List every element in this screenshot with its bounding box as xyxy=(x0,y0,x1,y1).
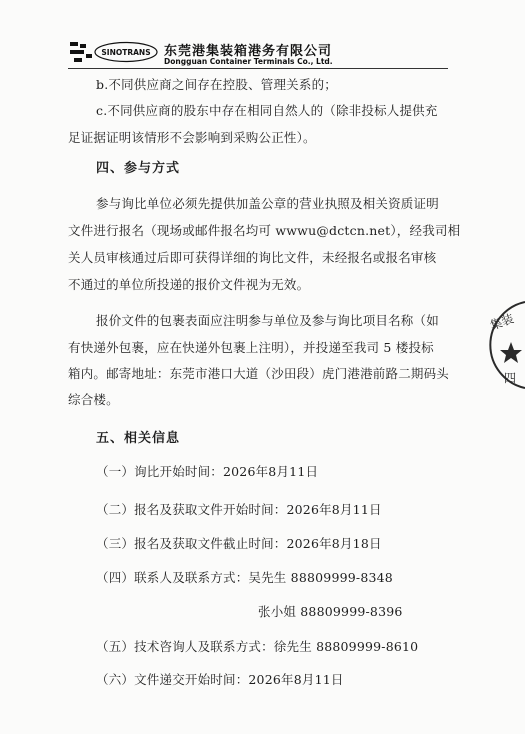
star-icon xyxy=(500,342,522,363)
submission-para-line1: 报价文件的包裹表面应注明参与单位及参与询比项目名称（如 xyxy=(96,313,439,328)
seal-text-top: 集装 xyxy=(488,311,516,333)
company-seal xyxy=(478,300,525,390)
logo-text: SINOTRANS xyxy=(101,48,151,57)
submission-para-line2: 有快递外包裹，应在快递外包裹上注明），并投递至我司 5 楼投标 xyxy=(68,340,434,355)
section-4-heading: 四、参与方式 xyxy=(96,161,181,176)
company-logo xyxy=(68,40,160,64)
clause-c-line2: 足证据证明该情形不会影响到采购公正性）。 xyxy=(68,130,316,145)
info-item-4: （四）联系人及联系方式：吴先生 88809999-8348 xyxy=(96,570,393,585)
participation-para-line2: 文件进行报名（现场或邮件报名均可 wwwu@dctcn.net），经我司相 xyxy=(68,223,461,238)
company-name-cn: 东莞港集装箱港务有限公司 xyxy=(164,44,333,59)
participation-para-line3: 关人员审核通过后即可获得详细的询比文件，未经报名或报名审核 xyxy=(68,250,437,265)
clause-c-line1: c.不同供应商的股东中存在相同自然人的（除非投标人提供充 xyxy=(96,103,438,118)
letterhead xyxy=(0,0,525,70)
info-item-4-second-contact: 张小姐 88809999-8396 xyxy=(258,604,403,619)
section-5-heading: 五、相关信息 xyxy=(96,431,181,446)
info-item-2: （二）报名及获取文件开始时间：2026年8月11日 xyxy=(96,502,382,517)
info-item-1: （一）询比开始时间：2026年8月11日 xyxy=(96,464,319,479)
info-item-3: （三）报名及获取文件截止时间：2026年8月18日 xyxy=(96,536,382,551)
info-item-5: （五）技术咨询人及联系方式：徐先生 88809999-8610 xyxy=(96,639,419,654)
participation-para-line1: 参与询比单位必须先提供加盖公章的营业执照及相关资质证明 xyxy=(96,196,439,211)
participation-para-line4: 不通过的单位所投递的报价文件视为无效。 xyxy=(68,277,310,292)
info-item-6: （六）文件递交开始时间：2026年8月11日 xyxy=(96,672,344,687)
clause-b: b.不同供应商之间存在控股、管理关系的； xyxy=(96,77,337,92)
company-name-en: Dongguan Container Terminals Co., Ltd. xyxy=(164,57,333,66)
seal-text-bottom: 四 xyxy=(504,371,517,385)
submission-para-line4: 综合楼。 xyxy=(68,392,119,407)
submission-para-line3: 箱内。邮寄地址：东莞市港口大道（沙田段）虎门港港前路二期码头 xyxy=(68,366,450,381)
header-divider xyxy=(68,68,448,69)
